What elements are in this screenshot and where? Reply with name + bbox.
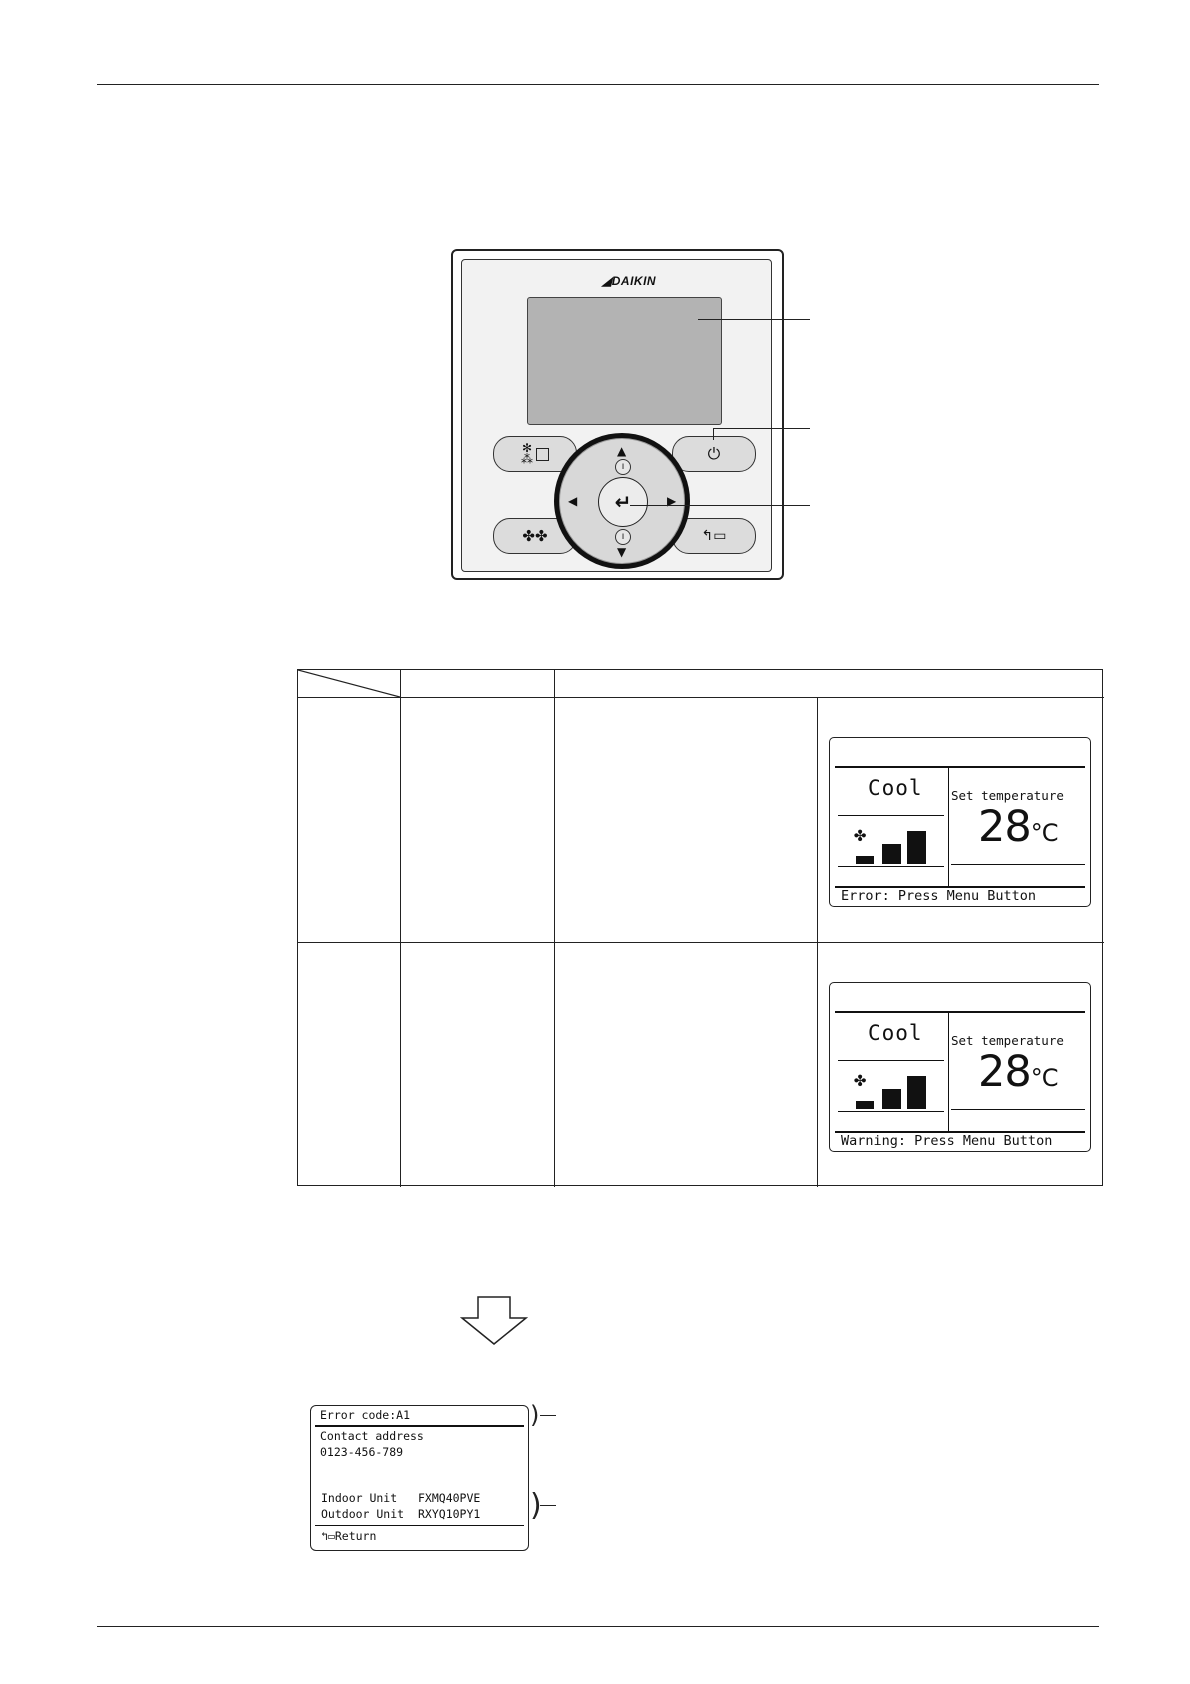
temperature-unit: °C — [1030, 819, 1058, 847]
warning-message: Warning: Press Menu Button — [841, 1133, 1053, 1149]
enter-button[interactable] — [598, 477, 648, 527]
screen-divider — [948, 768, 949, 886]
fan-underline — [838, 866, 944, 867]
error-message: Error: Press Menu Button — [841, 888, 1037, 904]
navigation-dial[interactable] — [554, 433, 690, 569]
mode-underline — [838, 1060, 944, 1061]
right-arrow-icon[interactable]: ▶ — [667, 494, 677, 508]
warning-screen — [829, 982, 1091, 1152]
col-line-2 — [554, 670, 555, 1187]
error-code-brace: ) — [530, 1401, 540, 1429]
return-option: ↰▭Return — [321, 1529, 377, 1543]
error-detail-screen — [310, 1405, 529, 1551]
mode-icon: ✻ ⁂ — [521, 441, 533, 466]
header-row-line — [298, 697, 1104, 698]
mode-screen-icon — [536, 448, 549, 461]
temperature-underline — [951, 1109, 1085, 1110]
indoor-unit-model: FXMQ40PVE — [418, 1491, 481, 1505]
left-arrow-icon[interactable]: ◀ — [568, 494, 578, 508]
screen-top-bar — [835, 1011, 1085, 1013]
indoor-unit-label: Indoor Unit — [321, 1491, 398, 1505]
error-code: Error code:A1 — [320, 1408, 411, 1422]
return-icon: ↰▭ — [321, 1529, 335, 1543]
fan-icon: ✤ — [854, 822, 867, 846]
return-separator — [315, 1525, 524, 1526]
fan-speed-bar-1 — [882, 1089, 901, 1109]
footer-rule — [97, 1626, 1099, 1627]
lcd-display — [527, 297, 722, 425]
header-diagonal — [298, 670, 400, 698]
remote-controller — [451, 249, 784, 580]
thermometer-up-icon: ı — [615, 459, 631, 475]
enter-icon: ↵ — [614, 490, 632, 514]
leader-enter — [630, 505, 810, 506]
leader-display — [698, 319, 810, 320]
unit-info-brace: ) — [530, 1488, 542, 1523]
temperature-unit: °C — [1030, 1064, 1058, 1092]
header-rule — [97, 84, 1099, 85]
operation-mode: Cool — [868, 776, 923, 800]
power-button[interactable] — [672, 436, 756, 472]
power-icon: ⏻ — [707, 444, 721, 463]
contact-address-label: Contact address — [320, 1429, 424, 1443]
set-temperature-label: Set temperature — [951, 1033, 1064, 1048]
down-arrow-icon — [460, 1296, 528, 1346]
fan-underline — [838, 1111, 944, 1112]
dial-ring — [559, 438, 685, 564]
fan-speed-base — [856, 1101, 874, 1109]
set-temperature-value: 28°C — [978, 1047, 1058, 1097]
thermometer-down-icon: ı — [615, 529, 631, 545]
leader-error-code — [540, 1415, 556, 1416]
fan-speed-bar-2 — [907, 831, 926, 864]
fan-icon: ✤ — [854, 1067, 867, 1091]
col-line-1 — [400, 670, 401, 1187]
contact-number: 0123-456-789 — [320, 1445, 404, 1459]
fan-speed-bar-2 — [907, 1076, 926, 1109]
error-screen — [829, 737, 1091, 907]
operation-mode: Cool — [868, 1021, 923, 1045]
fan-speed-bar-1 — [882, 844, 901, 864]
leader-unit-info — [540, 1505, 556, 1506]
leader-power — [713, 428, 810, 429]
screen-divider — [948, 1013, 949, 1131]
brand-mark-icon: ◢ — [602, 274, 612, 288]
mode-underline — [838, 815, 944, 816]
set-temperature-label: Set temperature — [951, 788, 1064, 803]
screen-top-bar — [835, 766, 1085, 768]
brand-logo: ◢DAIKIN — [602, 274, 657, 288]
temperature-underline — [951, 864, 1085, 865]
outdoor-unit-model: RXYQ10PY1 — [418, 1507, 481, 1521]
set-temperature-value: 28°C — [978, 802, 1058, 852]
row-separator — [298, 942, 1104, 943]
fan-speed-base — [856, 856, 874, 864]
error-code-underline — [315, 1425, 524, 1427]
leader-power-tick — [713, 428, 714, 440]
down-arrow-button-icon[interactable]: ▼ — [617, 545, 627, 559]
up-arrow-icon[interactable]: ▲ — [617, 444, 627, 458]
remote-panel — [461, 259, 772, 572]
outdoor-unit-label: Outdoor Unit — [321, 1507, 405, 1521]
return-icon: ↰▭ — [701, 528, 727, 544]
fan-icon: ✤✤ — [522, 527, 548, 545]
